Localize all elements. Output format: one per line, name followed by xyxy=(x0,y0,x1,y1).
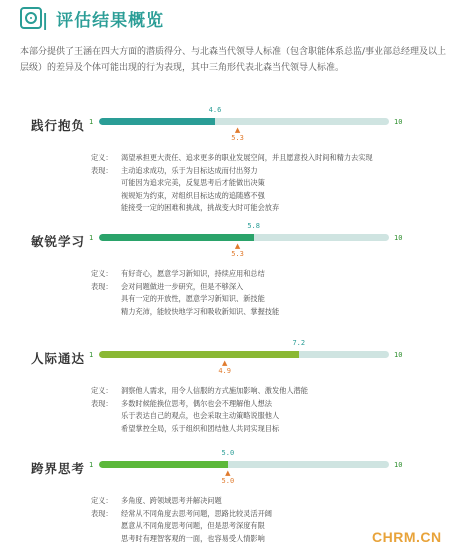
behavior-text: 可能因为追求完美，反复思考后才能做出决策 xyxy=(121,178,265,187)
norm-triangle-icon: ▲ xyxy=(225,469,231,477)
behavior-label xyxy=(91,410,121,423)
definition-row xyxy=(91,385,441,398)
score-label: 7.2 xyxy=(292,339,306,347)
definition-label: 定义： xyxy=(91,386,113,395)
behavior-label: 表现： xyxy=(91,508,113,518)
behavior-text: 精力充沛，能较快地学习和吸收新知识、掌握技能 xyxy=(121,306,280,316)
definition-label: 定义： xyxy=(91,269,113,278)
score-fill xyxy=(99,461,228,468)
scale-max-label: 10 xyxy=(394,351,403,359)
scale-max-label: 10 xyxy=(394,234,403,242)
definition-row xyxy=(91,495,441,508)
score-track xyxy=(99,234,389,241)
scale-min-label: 1 xyxy=(89,118,94,126)
behavior-row xyxy=(91,190,441,203)
norm-label: 4.9 xyxy=(218,367,231,375)
behavior-row xyxy=(91,423,441,436)
definition-row xyxy=(91,152,441,165)
behavior-text: 思考时有理智客观的一面，也容易受人情影响 xyxy=(121,533,265,543)
scale-max-label: 10 xyxy=(394,118,403,126)
score-label: 4.6 xyxy=(208,106,222,114)
score-fill xyxy=(99,234,254,241)
scale-min-label: 1 xyxy=(89,234,94,242)
norm-triangle-icon: ▲ xyxy=(234,126,241,134)
section-title: 敏锐学习 xyxy=(31,234,86,249)
behavior-text: 视规矩为约束，对组织目标达成的追随感不强 xyxy=(121,190,265,200)
behavior-row xyxy=(91,293,441,306)
behavior-row xyxy=(91,410,441,423)
behavior-label: 表现： xyxy=(91,398,113,408)
score-track xyxy=(99,351,389,358)
target-icon xyxy=(20,7,42,29)
behavior-label xyxy=(91,533,121,546)
behavior-label: 表现： xyxy=(91,165,113,175)
page-title: | 评估结果概览 xyxy=(42,10,165,31)
behavior-label xyxy=(91,520,121,533)
definition-row xyxy=(91,268,441,281)
section-description xyxy=(91,385,441,435)
behavior-text: 会对问题做进一步研究，但是不够深入 xyxy=(121,281,244,291)
section-title: 践行抱负 xyxy=(31,118,86,133)
behavior-text: 能接受一定的困难和挑战，挑战变大时可能会放弃 xyxy=(121,203,280,212)
scale-min-label: 1 xyxy=(89,351,94,359)
definition-label: 定义： xyxy=(91,496,113,505)
definition-text: 多角度、跨领域思考并解决问题 xyxy=(121,496,222,505)
norm-label: 5.0 xyxy=(221,477,235,485)
behavior-row xyxy=(91,165,441,178)
behavior-text: 乐于表达自己的观点，也会采取主动策略说服他人 xyxy=(121,411,280,420)
behavior-text: 希望掌控全局，乐于组织和团结他人共同实现目标 xyxy=(121,423,280,433)
score-track xyxy=(99,461,389,468)
behavior-label xyxy=(91,423,121,436)
definition-label: 定义： xyxy=(91,153,113,162)
intro-paragraph: 本部分提供了王涵在四大方面的潜质得分、与北森当代领导人标准（包含职能体系总监/事业部总经理及以上层级）的差异及个体可能出现的行为表现，其中三角形代表北森当代领导人标准。 xyxy=(20,47,447,73)
behavior-row xyxy=(91,306,441,319)
behavior-label xyxy=(91,177,121,190)
section-title: 跨界思考 xyxy=(31,461,86,476)
norm-triangle-icon: ▲ xyxy=(221,359,228,367)
score-label: 5.8 xyxy=(247,222,260,230)
score-fill xyxy=(99,118,215,125)
behavior-label xyxy=(91,306,121,319)
behavior-label xyxy=(91,190,121,203)
definition-text: 渴望承担更大责任、追求更多的职业发展空间，并且愿意投入时间和精力去实现 xyxy=(121,153,373,162)
score-fill xyxy=(99,351,299,358)
behavior-row xyxy=(91,398,441,411)
behavior-label: 表现： xyxy=(91,281,113,291)
watermark-logo: CHRM.CN xyxy=(372,529,442,545)
scale-max-label: 10 xyxy=(394,461,403,469)
scale-min-label: 1 xyxy=(89,461,94,469)
definition-text: 洞察他人需求，用令人信服的方式施加影响、激发他人潜能 xyxy=(121,386,308,395)
section-description xyxy=(91,268,441,318)
behavior-row xyxy=(91,508,441,521)
norm-triangle-icon: ▲ xyxy=(234,242,241,250)
report-header xyxy=(20,6,164,30)
score-track xyxy=(99,118,389,125)
behavior-row xyxy=(91,281,441,294)
section-description xyxy=(91,152,441,215)
definition-text: 有好奇心，愿意学习新知识，持续应用和总结 xyxy=(121,269,265,278)
behavior-text: 具有一定的开放性，愿意学习新知识、新技能 xyxy=(121,294,265,303)
norm-label: 5.3 xyxy=(231,134,244,142)
score-label: 5.0 xyxy=(221,449,235,457)
section-title: 人际通达 xyxy=(31,351,86,366)
behavior-label xyxy=(91,202,121,215)
behavior-text: 多数时候能换位思考，偶尔也会不理解他人想法 xyxy=(121,398,272,408)
behavior-text: 经常从不同角度去思考问题，思路比较灵活开阔 xyxy=(121,508,272,518)
behavior-row xyxy=(91,202,441,215)
behavior-text: 愿意从不同角度思考问题，但是思考深度有限 xyxy=(121,521,265,530)
behavior-row xyxy=(91,177,441,190)
norm-label: 5.3 xyxy=(231,250,244,258)
behavior-text: 主动追求成功，乐于为目标达成而付出努力 xyxy=(121,165,258,175)
behavior-label xyxy=(91,293,121,306)
